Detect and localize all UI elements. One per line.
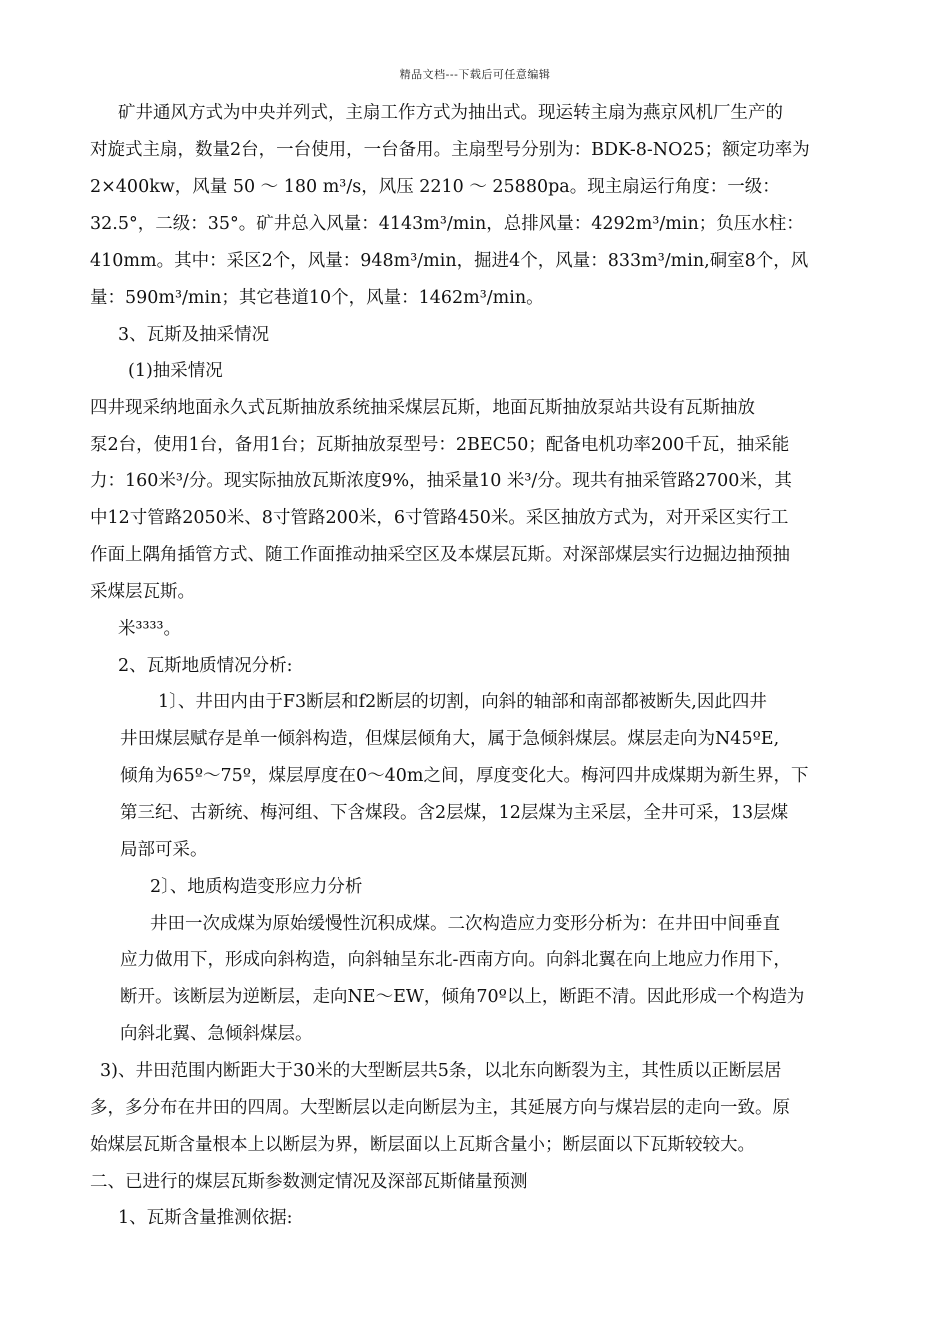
text-line: 倾角为65º～75º，煤层厚度在0～40m之间，厚度变化大。梅河四井成煤期为新生界，下 bbox=[120, 766, 809, 786]
text-line: 米³³³³。 bbox=[118, 619, 182, 639]
text-line: 中12寸管路2050米、8寸管路200米，6寸管路450米。采区抽放方式为，对开采区实行工 bbox=[90, 508, 789, 528]
text-line: 2×400kw，风量 50 ～ 180 m³/s，风压 2210 ～ 25880pa。现主扇运行角度：一级： bbox=[90, 177, 780, 197]
text-line: 作面上隅角插管方式、随工作面推动抽采空区及本煤层瓦斯。对深部煤层实行边掘边抽预抽 bbox=[90, 545, 790, 565]
text-line: 四井现采纳地面永久式瓦斯抽放系统抽采煤层瓦斯，地面瓦斯抽放泵站共设有瓦斯抽放 bbox=[90, 398, 755, 418]
text-line: 32.5°，二级：35°。矿井总入风量：4143m³/min，总排风量：4292m³/min；负压水柱： bbox=[90, 214, 804, 234]
text-line: 断开。该断层为逆断层，走向NE～EW，倾角70º以上，断距不清。因此形成一个构造为 bbox=[120, 987, 805, 1007]
text-line: 井田煤层赋存是单一倾斜构造，但煤层倾角大，属于急倾斜煤层。煤层走向为N45ºE, bbox=[120, 729, 780, 749]
subsection-heading: 2〕、地质构造变形应力分析 bbox=[150, 877, 363, 897]
text-line: 始煤层瓦斯含量根本上以断层为界，断层面以上瓦斯含量小；断层面以下瓦斯较较大。 bbox=[90, 1135, 755, 1155]
text-line: 向斜北翼、急倾斜煤层。 bbox=[120, 1024, 313, 1044]
text-line: 局部可采。 bbox=[120, 840, 208, 860]
text-line: 采煤层瓦斯。 bbox=[90, 582, 195, 602]
text-line: 410mm。其中：采区2个，风量：948m³/min，掘进4个，风量：833m³/min,硐室8个，风 bbox=[90, 251, 809, 271]
text-line: 应力做用下，形成向斜构造，向斜轴呈东北-西南方向。向斜北翼在向上地应力作用下， bbox=[120, 950, 791, 970]
text-line: 井田一次成煤为原始缓慢性沉积成煤。二次构造应力变形分析为：在井田中间垂直 bbox=[150, 914, 780, 934]
text-line: 量：590m³/min；其它巷道10个，风量：1462m³/min。 bbox=[90, 288, 544, 308]
subsection-heading: (1)抽采情况 bbox=[128, 361, 223, 381]
text-line: 1〕、井田内由于F3断层和f2断层的切割，向斜的轴部和南部都被断失,因此四井 bbox=[158, 692, 767, 712]
text-line: 第三纪、古新统、梅河组、下含煤段。含2层煤，12层煤为主采层，全井可采，13层煤 bbox=[120, 803, 789, 823]
text-line: 泵2台，使用1台，备用1台；瓦斯抽放泵型号：2BEC50；配备电机功率200千瓦，抽采能 bbox=[90, 435, 790, 455]
section-heading: 3、瓦斯及抽采情况 bbox=[118, 325, 270, 345]
text-line: 多，多分布在井田的四周。大型断层以走向断层为主，其延展方向与煤岩层的走向一致。原 bbox=[90, 1098, 790, 1118]
section-heading: 二、已进行的煤层瓦斯参数测定情况及深部瓦斯储量预测 bbox=[90, 1172, 528, 1192]
text-line: 对旋式主扇，数量2台，一台使用，一台备用。主扇型号分别为：BDK-8-NO25；额定功率为 bbox=[90, 140, 810, 160]
subsection-heading: 1、瓦斯含量推测依据: bbox=[118, 1208, 293, 1228]
text-line: 力：160米³/分。现实际抽放瓦斯浓度9%，抽采量10 米³/分。现共有抽采管路2700米，其 bbox=[90, 471, 792, 491]
text-line: 3)、井田范围内断距大于30米的大型断层共5条，以北东向断裂为主，其性质以正断层居 bbox=[100, 1061, 782, 1081]
text-line: 矿井通风方式为中央并列式，主扇工作方式为抽出式。现运转主扇为燕京风机厂生产的 bbox=[118, 103, 783, 123]
section-heading: 2、瓦斯地质情况分析: bbox=[118, 656, 293, 676]
page-header: 精品文档---下载后可任意编辑 bbox=[399, 68, 551, 81]
